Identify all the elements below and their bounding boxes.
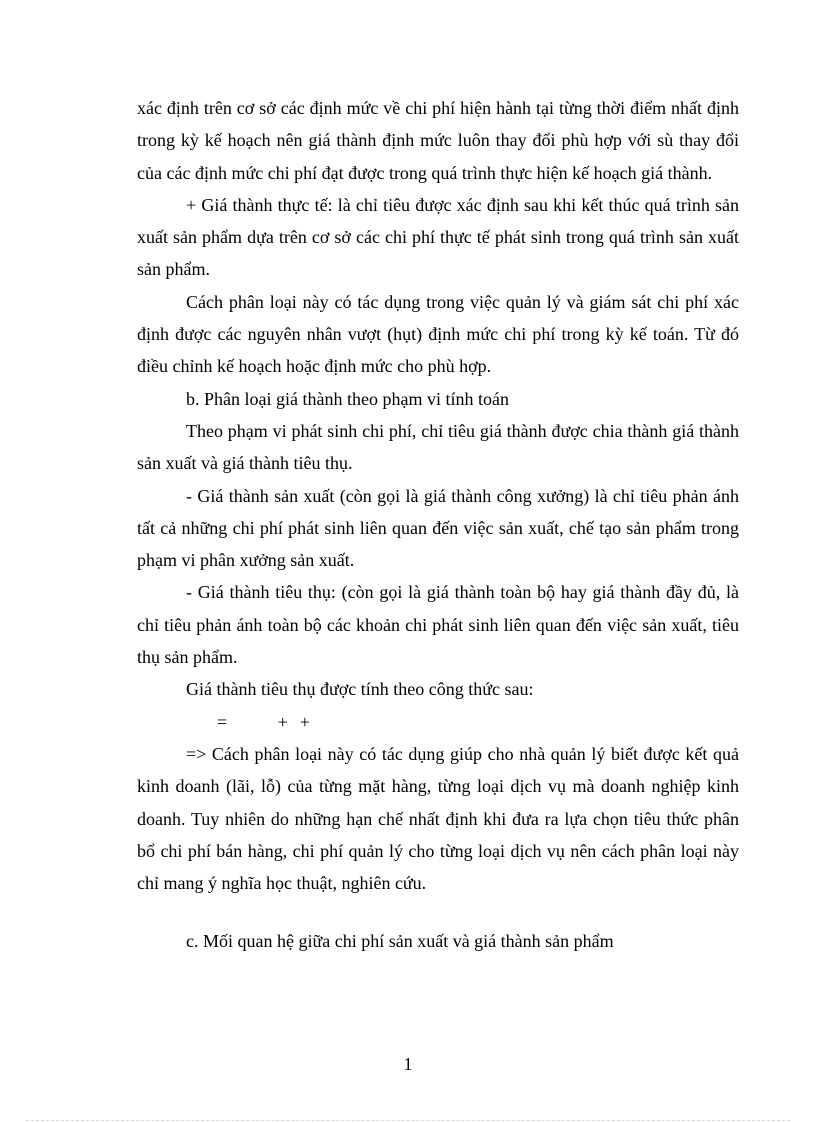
paragraph-formula-intro: Giá thành tiêu thụ được tính theo công thức sau: <box>186 679 534 700</box>
section-heading-relationship: c. Mối quan hệ giữa chi phí sản xuất và giá thành sản phẩm <box>186 931 614 952</box>
paragraph-actual-cost: + Giá thành thực tế: là chỉ tiêu được xác định sau khi kết thúc quá trình sản xuất sản phẩm dựa trên cơ sở các chi phí thực tế phát sinh trong quá trình sản xuất sản phẩm. <box>137 194 739 280</box>
formula-line: = + + <box>217 711 311 732</box>
paragraph-scope-intro: Theo phạm vi phát sinh chi phí, chỉ tiêu giá thành được chia thành giá thành sản xuất và giá thành tiêu thụ. <box>137 420 739 474</box>
paragraph-classification-effect: Cách phân loại này có tác dụng trong việc quản lý và giám sát chi phí xác định được các nguyên nhân vượt (hụt) định mức chi phí trong kỳ kế toán. Từ đó điều chỉnh kế hoạch hoặc định mức cho phù hợp. <box>137 291 739 377</box>
page-bottom-divider <box>26 1120 790 1121</box>
subheading-scope-classification: b. Phân loại giá thành theo phạm vi tính toán <box>186 388 509 409</box>
paragraph-production-cost: - Giá thành sản xuất (còn gọi là giá thành công xưởng) là chỉ tiêu phản ánh tất cả những chi phí phát sinh liên quan đến việc sản xuất, chế tạo sản phẩm trong phạm vi phân xưởng sản xuất. <box>137 485 739 571</box>
paragraph-conclusion: => Cách phân loại này có tác dụng giúp cho nhà quản lý biết được kết quả kinh doanh (lãi, lỗ) của từng mặt hàng, từng loại dịch vụ mà doanh nghiệp kinh doanh. Tuy nhiên do những hạn chế nhất định khi đưa ra lựa chọn tiêu thức phân bổ chi phí bán hàng, chi phí quản lý cho từng loại dịch vụ nên cách phân loại này chỉ mang ý nghĩa học thuật, nghiên cứu. <box>137 743 739 894</box>
paragraph-continuation: xác định trên cơ sở các định mức về chi phí hiện hành tại từng thời điểm nhất định trong kỳ kế hoạch nên giá thành định mức luôn thay đổi phù hợp với sù thay đổi của các định mức chi phí đạt được trong quá trình thực hiện kế hoạch giá thành. <box>137 98 739 183</box>
section-spacer <box>137 899 739 925</box>
document-body <box>137 92 739 958</box>
paragraph-consumption-cost: - Giá thành tiêu thụ: (còn gọi là giá thành toàn bộ hay giá thành đầy đủ, là chỉ tiêu phản ánh toàn bộ các khoản chi phát sinh liên quan đến việc sản xuất, tiêu thụ sản phẩm. <box>137 582 739 668</box>
page-number: 1 <box>403 1054 413 1074</box>
